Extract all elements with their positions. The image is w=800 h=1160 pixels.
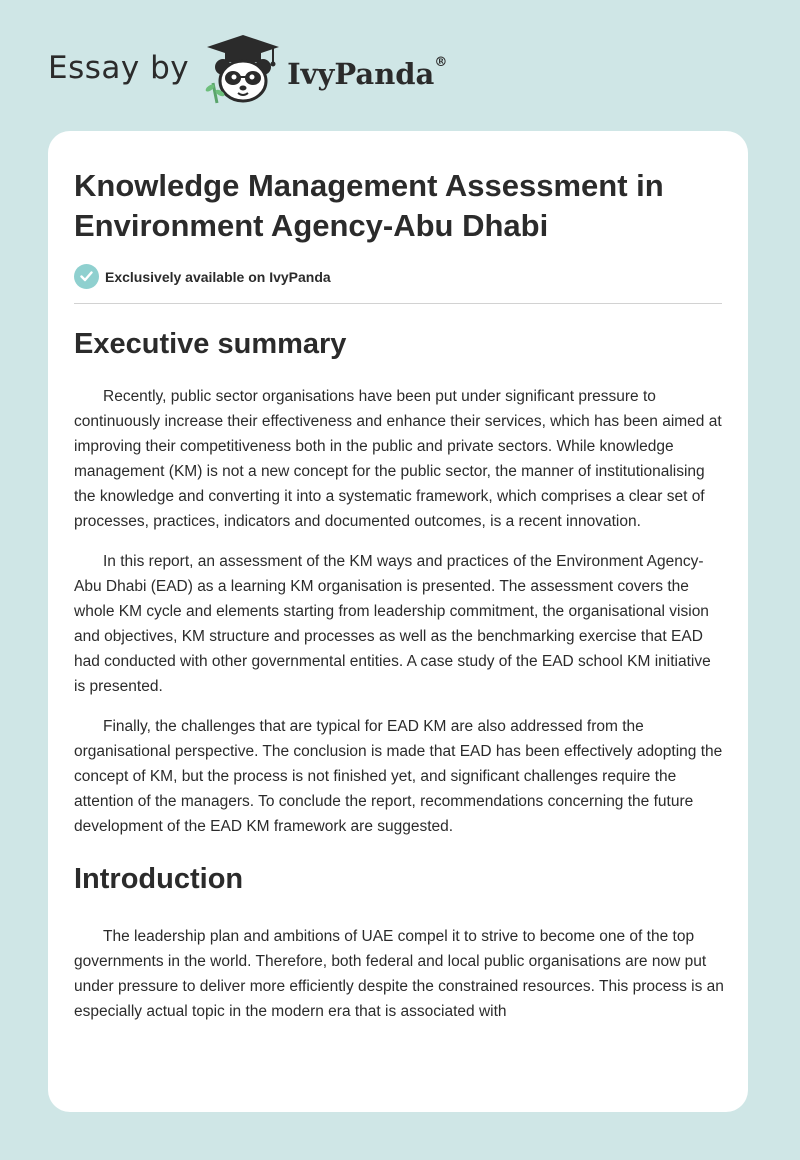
paragraph: Recently, public sector organisations have been put under significant pressure to continuously increase their effectiveness and enhance their services, which has been aimed at improving their competitiveness both in the public and private sectors. While knowledge management (KM) is not a new concept for the public sector, the manner of institutionalising the knowledge and converting it into a systematic framework, which comprises a clear set of processes, practices, indicators and documented outcomes, is a recent innovation. (74, 388, 722, 530)
article-body (74, 324, 724, 1039)
brand-text: IvyPanda (287, 57, 435, 91)
paragraph: The leadership plan and ambitions of UAE compel it to strive to become one of the top governments in the world. Therefore, both federal and local public organisations are now put under pressure to deliver more efficiently despite the constrained resources. This process is an especially actual topic in the modern era that is associated with (74, 928, 724, 1020)
brand-name[interactable] (287, 57, 447, 91)
paragraph: Finally, the challenges that are typical for EAD KM are also addressed from the organisational perspective. The conclusion is made that EAD has been effectively adopting the concept of KM, but the process is not finished yet, and significant challenges require the attention of the managers. To conclude the report, recommendations concerning the future development of the EAD KM framework are suggested. (74, 718, 723, 835)
divider (74, 303, 722, 304)
check-icon (74, 264, 99, 289)
badge-label: Exclusively available on IvyPanda (105, 268, 331, 285)
section-heading: Introduction (74, 863, 244, 895)
exclusive-badge (74, 264, 331, 289)
page-title: Knowledge Management Assessment in Environment Agency-Abu Dhabi (74, 168, 664, 243)
paragraph: In this report, an assessment of the KM ways and practices of the Environment Agency-Abu Dhabi (EAD) as a learning KM organisation is presented. The assessment covers the whole KM cycle and elements starting from leadership commitment, the organisational vision and objectives, KM structure and processes as well as the benchmarking exercise that EAD had conducted with other governmental entities. A case study of the EAD school KM initiative is presented. (74, 553, 711, 695)
registered-mark: ® (434, 55, 448, 70)
article-card (48, 131, 748, 1112)
essay-by-label: Essay by (48, 50, 190, 86)
panda-logo-icon[interactable] (203, 33, 283, 110)
site-header (48, 32, 508, 112)
section-heading: Executive summary (74, 328, 347, 360)
